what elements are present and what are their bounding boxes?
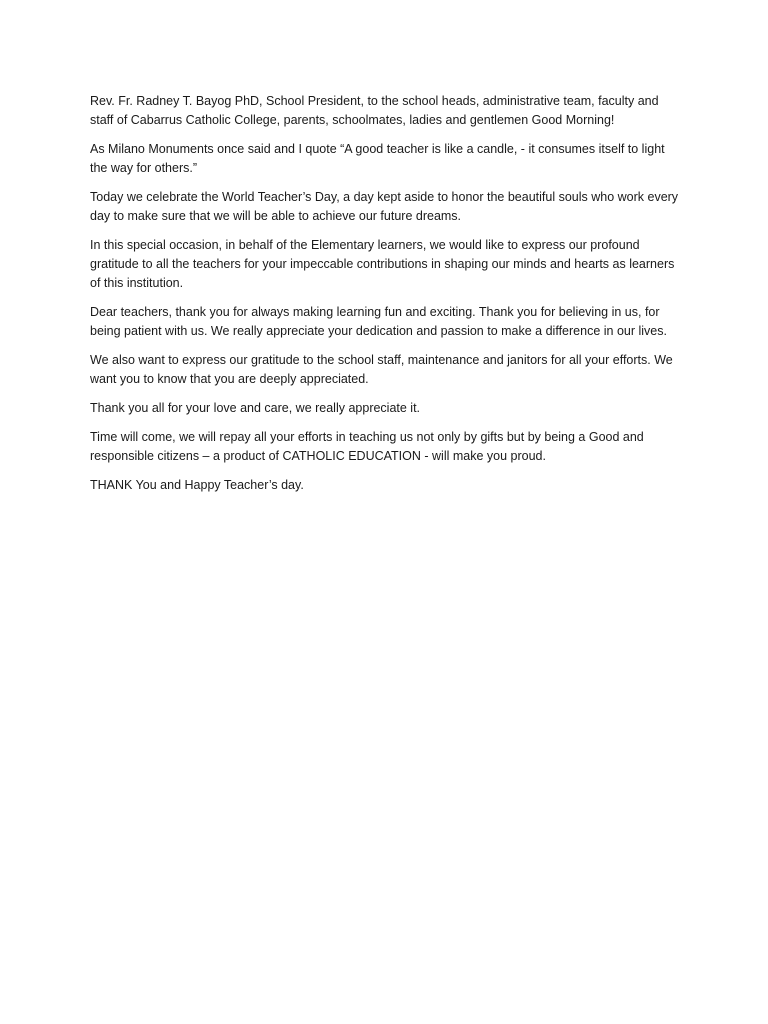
paragraph-quote: As Milano Monuments once said and I quote “A good teacher is like a candle, - it consumes itself to light the way for others.” (90, 142, 665, 175)
paragraph-time-will-come: Time will come, we will repay all your efforts in teaching us not only by gifts but by being a Good and responsible citizens – a product of CATHOLIC EDUCATION - will make you proud. (90, 430, 644, 463)
paragraph-thank-you-all: Thank you all for your love and care, we really appreciate it. (90, 401, 421, 415)
paragraph-greeting: Rev. Fr. Radney T. Bayog PhD, School President, to the school heads, administrative team, faculty and staff of Cabarrus Catholic College, parents, schoolmates, ladies and gentlemen Good Morning! (90, 94, 659, 127)
paragraph-gratitude-staff: We also want to express our gratitude to the school staff, maintenance and janitors for all your efforts. We want you to know that you are deeply appreciated. (90, 353, 673, 386)
paragraph-dear-teachers: Dear teachers, thank you for always making learning fun and exciting. Thank you for believing in us, for being patient with us. We really appreciate your dedication and passion to make a difference in our lives. (90, 305, 667, 338)
paragraph-celebration: Today we celebrate the World Teacher’s Day, a day kept aside to honor the beautiful souls who work every day to make sure that we will be able to achieve our future dreams. (90, 190, 679, 223)
document-body (90, 92, 682, 505)
paragraph-gratitude-teachers: In this special occasion, in behalf of the Elementary learners, we would like to express our profound gratitude to all the teachers for your impeccable contributions in shaping our minds and hearts as learners of this institution. (90, 238, 675, 290)
paragraph-closing: THANK You and Happy Teacher’s day. (90, 478, 304, 492)
